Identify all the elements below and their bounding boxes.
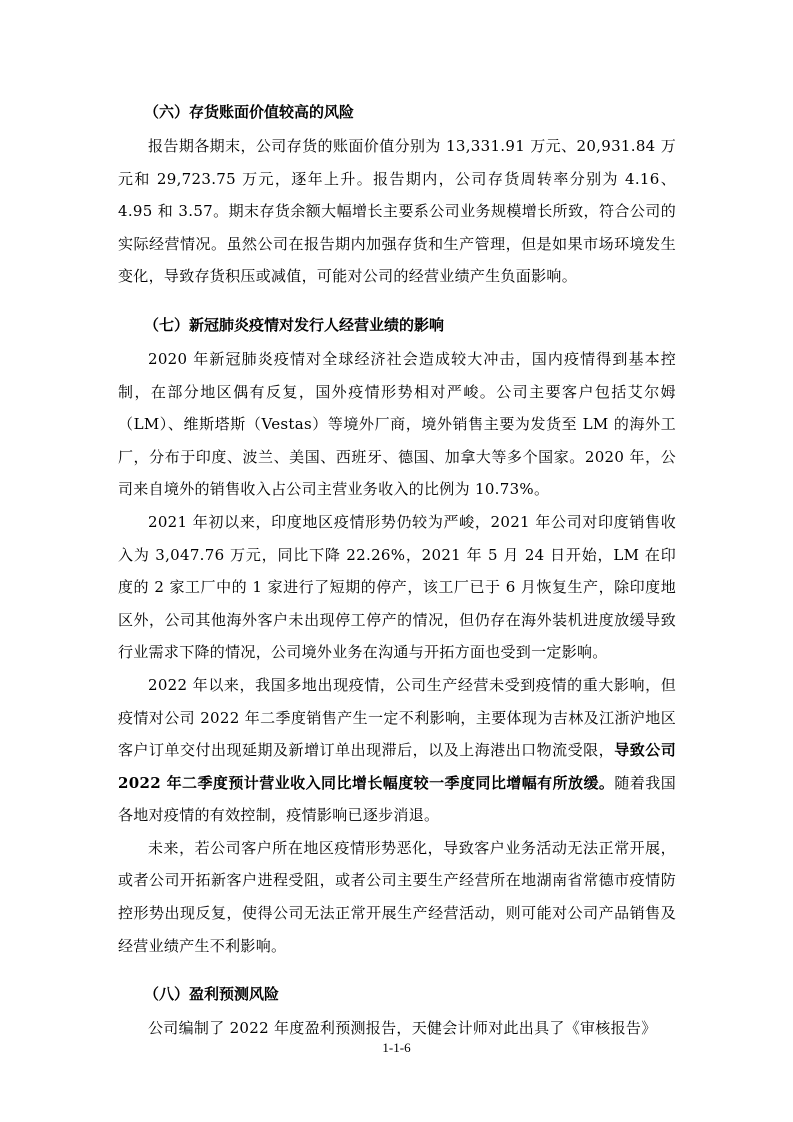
section-heading-profit-forecast-risk: （八）盈利预测风险: [144, 985, 280, 1004]
paragraph-covid-future: 未来，若公司客户所在地区疫情形势恶化，导致客户业务活动无法正常开展，或者公司开拓新客户进程受阻，或者公司主要生产经营所在地湖南省常德市疫情防控形势出现反复，使得公司无法正常开展生产经营活动，则可能对公司产品销售及经营业绩产生不利影响。: [118, 838, 676, 955]
paragraph-covid-2022-emphasis: 导致公司 2022 年二季度预计营业收入同比增长幅度较一季度同比增幅有所放缓。: [118, 741, 677, 792]
page-number: 1-1-6: [382, 1040, 411, 1055]
document-body: [118, 94, 676, 1045]
paragraph-inventory-risk: 报告期各期末，公司存货的账面价值分别为 13,331.91 万元、20,931.84 万元和 29,723.75 万元，逐年上升。报告期内，公司存货周转率分别为 4.16、4.95 和 3.57。期末存货余额大幅增长主要系公司业务规模增长所致，符合公司的实际经营情况。虽然公司在报告期内加强存货和生产管理，但是如果市场环境发生变化，导致存货积压或减值，可能对公司的经营业绩产生负面影响。: [118, 137, 676, 286]
section-heading-inventory-risk: （六）存货账面价值较高的风险: [144, 103, 355, 121]
paragraph-covid-2020: 2020 年新冠肺炎疫情对全球经济社会造成较大冲击，国内疫情得到基本控制，在部分地区偶有反复，国外疫情形势相对严峻。公司主要客户包括艾尔姆（LM）、维斯塔斯（Vestas）等境外厂商，境外销售主要为发货至 LM 的海外工厂，分布于印度、波兰、美国、西班牙、德国、加拿大等多个国家。2020 年，公司来自境外的销售收入占公司主营业务收入的比例为 10.73%。: [118, 349, 676, 499]
paragraph-covid-2022: [118, 669, 676, 832]
section-heading-covid-impact: （七）新冠肺炎疫情对发行人经营业绩的影响: [144, 315, 445, 334]
paragraph-profit-forecast: 公司编制了 2022 年度盈利预测报告，天健会计师对此出具了《审核报告》: [148, 1019, 657, 1038]
paragraph-covid-2022-text: 2022 年以来，我国多地出现疫情，公司生产经营未受到疫情的重大影响，但疫情对公司 2022 年二季度销售产生一定不利影响，主要体现为吉林及江浙沪地区客户订单交付出现延期及新增订单出现滞后，以及上海港出口物流受限，: [118, 675, 676, 760]
paragraph-covid-2021: 2021 年初以来，印度地区疫情形势仍较为严峻，2021 年公司对印度销售收入为 3,047.76 万元，同比下降 22.26%，2021 年 5 月 24 日开始，LM 在印度的 2 家工厂中的 1 家进行了短期的停产，该工厂已于 6 月恢复生产，除印度地区外，公司其他海外客户未出现停工停产的情况，但仍存在海外装机进度放缓导致行业需求下降的情况，公司境外业务在沟通与开拓方面也受到一定影响。: [118, 512, 676, 662]
paragraph-covid-2022-tail: 随着我国各地对疫情的有效控制，疫情影响已逐步消退。: [118, 773, 676, 825]
